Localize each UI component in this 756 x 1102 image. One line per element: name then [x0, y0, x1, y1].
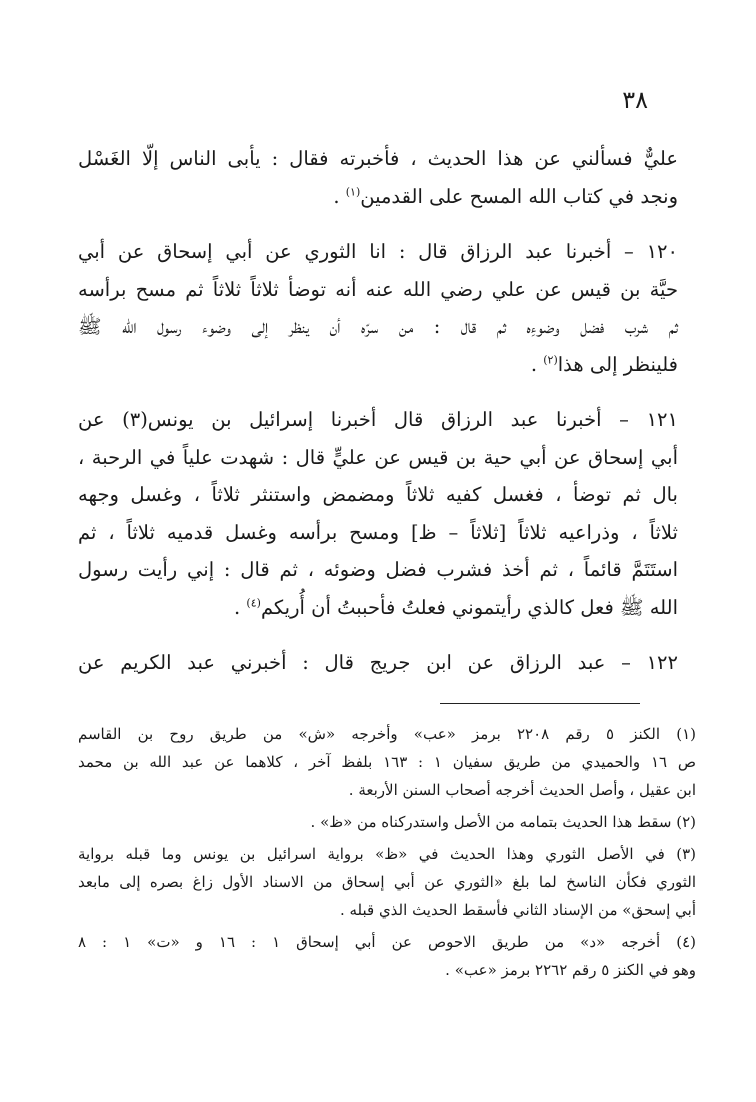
paragraph-hadith-121 [78, 401, 678, 626]
text-line: ١٢٢ – عبد الرزاق عن ابن جريج قال : أخبرني عبد الكريم عن [78, 651, 678, 674]
footnote-line: الثوري فكأن الناسخ لما بلغ «الثوري عن أبي إسحاق من الاسناد الأول زاغ بصره إلى مابعد [78, 873, 696, 891]
footnote-line: (٣) في الأصل الثوري وهذا الحديث في «ظ» برواية اسرائيل بن يونس وما قبله برواية [78, 845, 696, 863]
main-text [78, 140, 678, 682]
text-line: الله ﷺ فعل كالذي رأيتموني فعلتُ فأحببتُ أن أُريكم [260, 595, 678, 619]
text-line-last [78, 178, 678, 216]
footnote-line: (٤) أخرجه «د» من طريق الاحوص عن أبي إسحاق ١ : ١٦ و «ت» ١ : ٨ [78, 933, 696, 951]
footnote-4 [78, 928, 696, 984]
footnote-line: أبي إسحق» من الإسناد الثاني فأسقط الحديث الذي قبله . [339, 901, 696, 919]
footnotes [78, 720, 696, 984]
footnote-line: (١) الكنز ٥ رقم ٢٢٠٨ برمز «عب» وأخرجه «ش» من طريق روح بن القاسم [78, 725, 696, 743]
text-line: بال ثم توضأ ، فغسل كفيه ثلاثاً ومضمض واستنثر ثلاثاً ، وغسل وجهه [78, 483, 678, 506]
text-line: عليٌّ فسألني عن هذا الحديث ، فأخبرته فقال : يأبى الناس إلّا الغَسْل [78, 147, 678, 170]
text-line: استَتَمَّ قائماً ، ثم أخذ فشرب فضل وضوئه ، ثم قال : إني رأيت رسول [78, 558, 678, 581]
footnote-ref: (١) [345, 185, 361, 198]
text-line: ١٢٠ – أخبرنا عبد الرزاق قال : انا الثوري عن أبي إسحاق عن أبي [78, 240, 678, 263]
line-tail: . [530, 352, 544, 376]
footnote-divider [440, 703, 640, 704]
paragraph-intro [78, 140, 678, 215]
text-line: ثم شرب فضل وضوءِه ثم قال : من سرّه أن ينظر إلى وضوء رسول الله ﷺ [78, 315, 678, 338]
footnote-line: (٢) سقط هذا الحديث بتمامه من الأصل واستدركناه من «ظ» . [310, 813, 696, 831]
footnote-3 [78, 840, 696, 924]
paragraph-hadith-120 [78, 233, 678, 383]
text-line: حيَّة بن قيس عن علي رضي الله عنه أنه توضأ ثلاثاً ثلاثاً ثم مسح برأسه [78, 277, 678, 301]
line-tail: . [333, 184, 346, 208]
footnote-line: ص ١٦ والحميدي من طريق سفيان ١ : ١٦٣ بلفظ آخر ، كلاهما عن عبد الله بن محمد [78, 753, 696, 771]
text-line: فلينظر إلى هذا [557, 352, 678, 376]
footnote-line: ابن عقيل ، وأصل الحديث أخرجه أصحاب السنن الأربعة . [348, 781, 696, 799]
text-line: ثلاثاً ، وذراعيه ثلاثاً [ثلاثاً – ظ] ومسح برأسه وغسل قدميه ثلاثاً ، ثم [78, 520, 678, 544]
text-line-last [78, 346, 678, 384]
text-line: ١٢١ – أخبرنا عبد الرزاق قال أخبرنا إسرائيل بن يونس(٣) عن [78, 408, 678, 431]
footnote-2 [78, 808, 696, 836]
text-line: أبي إسحاق عن أبي حية بن قيس عن عليٍّ قال : شهدت علياً في الرحبة ، [78, 445, 678, 469]
text-line-last [78, 589, 678, 627]
footnote-1 [78, 720, 696, 804]
page-number: ٣٨ [622, 86, 648, 114]
paragraph-hadith-122 [78, 644, 678, 682]
line-tail: . [234, 595, 247, 619]
footnote-ref: (٢) [543, 353, 558, 366]
text-line: ونجد في كتاب الله المسح على القدمين [360, 184, 678, 208]
footnote-line: وهو في الكنز ٥ رقم ٢٢٦٢ برمز «عب» . [445, 961, 696, 979]
footnote-ref: (٤) [246, 596, 261, 609]
